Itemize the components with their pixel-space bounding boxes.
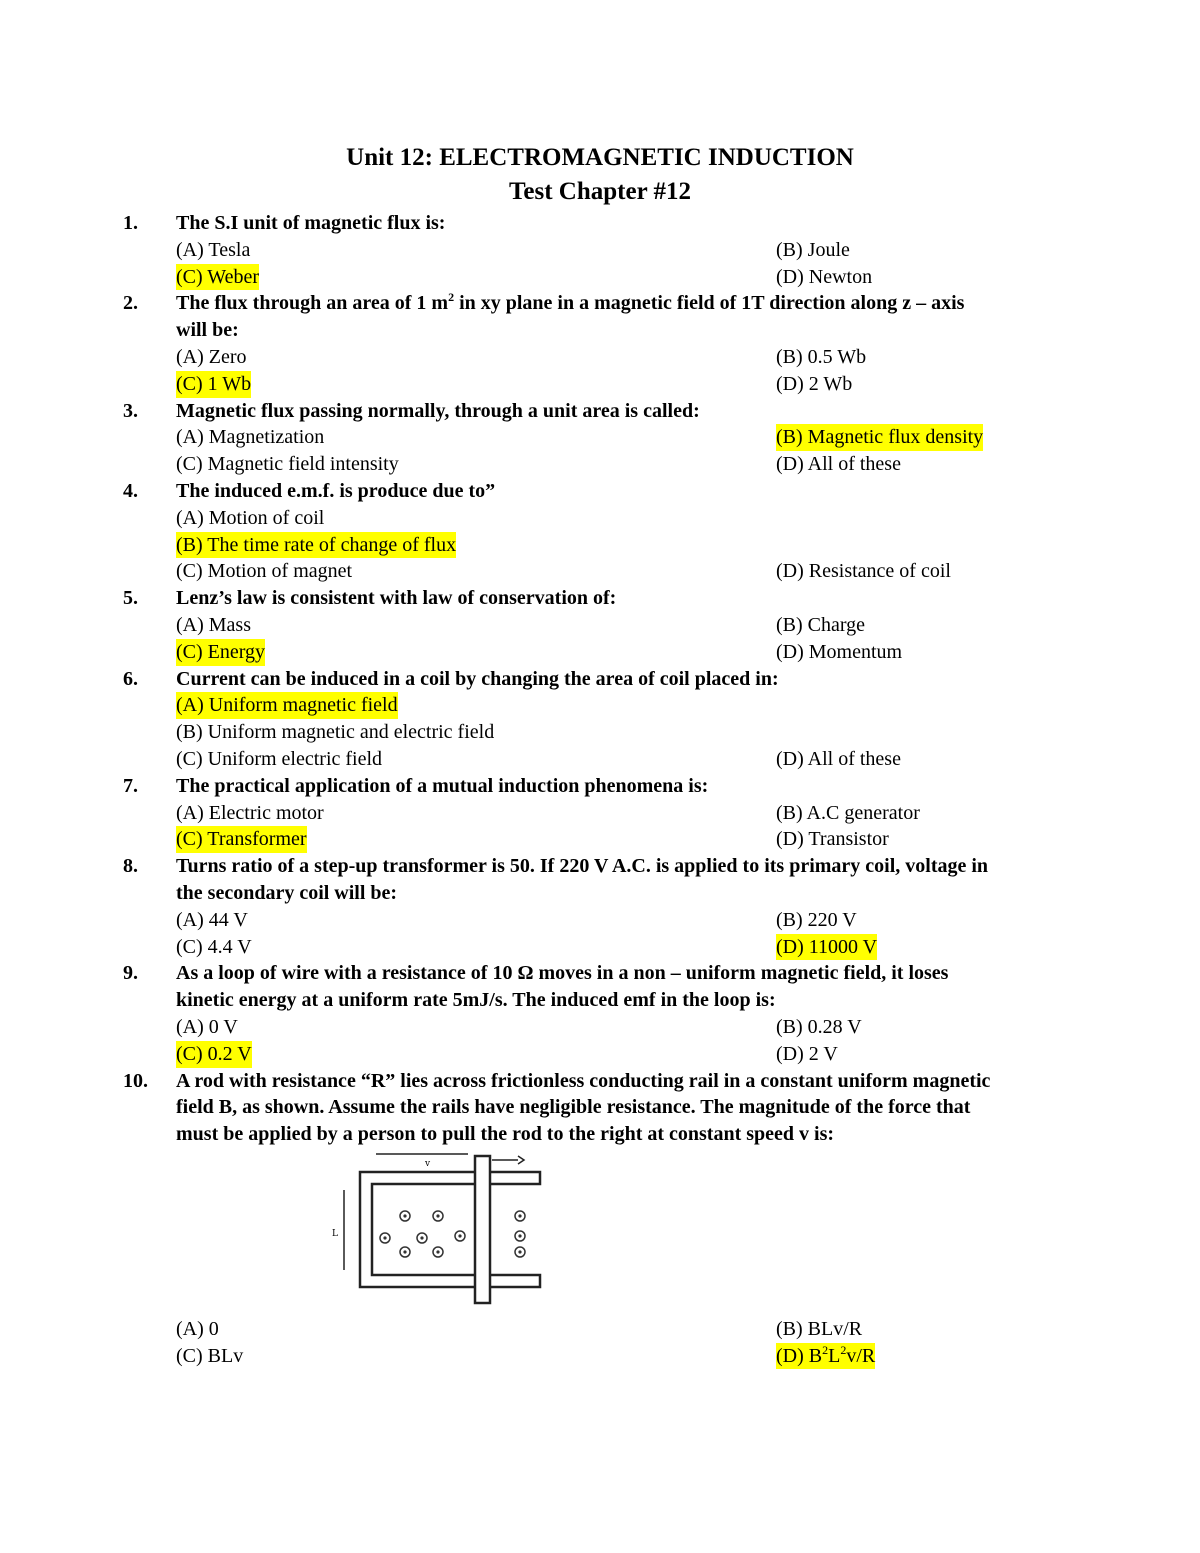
question-line — [0, 210, 1200, 237]
question-line — [0, 773, 1200, 800]
option-b: (B) Uniform magnetic and electric field — [176, 721, 495, 744]
option-b: (B) 220 V — [776, 908, 857, 931]
option-d: (D) 2 Wb — [776, 372, 853, 395]
option-a: (A) Mass — [176, 613, 251, 636]
figure-container — [0, 1148, 1200, 1316]
option-d: (D) All of these — [776, 747, 901, 770]
option-b: (B) BLv/R — [776, 1317, 863, 1340]
option-a: (A) 0 — [176, 1317, 219, 1340]
option-a: (A) Motion of coil — [176, 506, 325, 529]
page-subtitle: Test Chapter #12 — [509, 178, 691, 205]
question-text: kinetic energy at a uniform rate 5mJ/s. The induced emf in the loop is: — [176, 989, 776, 1012]
question-line — [0, 1094, 1200, 1121]
field-out-dot — [403, 1214, 406, 1217]
field-out-dot — [383, 1236, 386, 1239]
question-line — [0, 880, 1200, 907]
option-d: (D) Resistance of coil — [776, 560, 951, 583]
question-number: 9. — [123, 962, 138, 985]
page-header — [0, 142, 1200, 207]
question-4 — [0, 478, 1200, 585]
question-6 — [0, 666, 1200, 773]
option-row — [0, 1041, 1200, 1068]
option-d: (D) Newton — [776, 265, 873, 288]
option-row — [0, 826, 1200, 853]
option-c: (C) Magnetic field intensity — [176, 453, 399, 476]
question-line — [0, 853, 1200, 880]
option-c: (C) BLv — [176, 1344, 244, 1367]
option-row — [0, 558, 1200, 585]
option-a: (A) 0 V — [176, 1015, 238, 1038]
page-title: Unit 12: ELECTROMAGNETIC INDUCTION — [346, 144, 854, 171]
field-out-dot — [403, 1250, 406, 1253]
question-number: 1. — [123, 212, 138, 234]
field-out-dot — [518, 1250, 521, 1253]
question-text: The induced e.m.f. is produce due to” — [176, 479, 496, 502]
question-line — [0, 317, 1200, 344]
question-number: 4. — [123, 479, 138, 502]
lower-rail-extension — [490, 1275, 540, 1287]
velocity-arrowhead — [518, 1156, 524, 1164]
option-row — [0, 934, 1200, 961]
option-b-correct: (B) Magnetic flux density — [776, 424, 983, 451]
option-c-correct: (C) Weber — [176, 264, 259, 291]
option-d: (D) 2 V — [776, 1042, 838, 1065]
rail-rod-figure — [330, 1152, 550, 1312]
question-line — [0, 1121, 1200, 1148]
question-text: Turns ratio of a step-up transformer is 50. If 220 V A.C. is applied to its primary coil, voltage in — [176, 855, 989, 878]
question-text: Magnetic flux passing normally, through a unit area is called: — [176, 399, 700, 422]
option-b: (B) 0.28 V — [776, 1015, 862, 1038]
option-row — [0, 692, 1200, 719]
option-a: (A) Tesla — [176, 238, 251, 261]
question-number: 3. — [123, 399, 138, 422]
option-d-correct: (D) 11000 V — [776, 934, 877, 961]
question-text: the secondary coil will be: — [176, 881, 398, 904]
option-row — [0, 264, 1200, 291]
question-line — [0, 290, 1200, 317]
option-c-correct: (C) 1 Wb — [176, 371, 251, 398]
question-line — [0, 960, 1200, 987]
option-b: (B) Charge — [776, 613, 866, 636]
sliding-rod — [475, 1156, 490, 1303]
option-row — [0, 1343, 1200, 1370]
question-line — [0, 1068, 1200, 1095]
question-number: 7. — [123, 774, 138, 797]
question-list — [0, 210, 1200, 1369]
question-text: must be applied by a person to pull the rod to the right at constant speed v is: — [176, 1123, 835, 1146]
option-row — [0, 371, 1200, 398]
option-b: (B) A.C generator — [776, 801, 920, 824]
option-d: (D) Transistor — [776, 828, 889, 851]
question-1 — [0, 210, 1200, 290]
question-7 — [0, 773, 1200, 853]
field-out-dot — [436, 1250, 439, 1253]
question-line — [0, 585, 1200, 612]
option-b: (B) Joule — [776, 238, 850, 261]
option-row — [0, 237, 1200, 264]
option-a: (A) Zero — [176, 345, 247, 368]
question-2 — [0, 290, 1200, 397]
length-label: L — [332, 1228, 338, 1239]
question-8 — [0, 853, 1200, 960]
option-b-correct: (B) The time rate of change of flux — [176, 532, 456, 559]
question-text: Current can be induced in a coil by changing the area of coil placed in: — [176, 667, 779, 690]
question-number: 5. — [123, 587, 138, 610]
question-9 — [0, 960, 1200, 1067]
question-line — [0, 398, 1200, 425]
question-5 — [0, 585, 1200, 665]
field-out-dot — [420, 1236, 423, 1239]
option-b: (B) 0.5 Wb — [776, 345, 867, 368]
option-row — [0, 451, 1200, 478]
option-a: (A) 44 V — [176, 908, 248, 931]
question-number: 2. — [123, 292, 138, 315]
option-c-correct: (C) 0.2 V — [176, 1041, 252, 1068]
question-line — [0, 478, 1200, 505]
option-row — [0, 907, 1200, 934]
question-text: A rod with resistance “R” lies across frictionless conducting rail in a constant uniform magnetic — [176, 1069, 991, 1092]
option-row — [0, 424, 1200, 451]
question-text: Lenz’s law is consistent with law of conservation of: — [176, 587, 617, 610]
question-text: The flux through an area of 1 $m^2$ in xy plane in a magnetic field of 1T direction along z – axis — [176, 290, 965, 315]
field-out-dot — [458, 1234, 461, 1237]
question-number: 6. — [123, 667, 138, 690]
option-d: (D) Momentum — [776, 640, 903, 663]
question-text: The S.I unit of magnetic flux is: — [176, 212, 446, 234]
velocity-label: v — [425, 1158, 431, 1169]
question-number: 8. — [123, 855, 138, 878]
outer-rail — [360, 1172, 475, 1287]
option-c-correct: (C) Energy — [176, 639, 265, 666]
option-row — [0, 612, 1200, 639]
upper-rail-extension — [490, 1172, 540, 1184]
option-d-correct: (D) $B^2L^2v/R$ — [776, 1343, 875, 1370]
field-out-dot — [436, 1214, 439, 1217]
question-line — [0, 987, 1200, 1014]
option-c: (C) Uniform electric field — [176, 747, 383, 770]
question-number: 10. — [123, 1069, 148, 1092]
option-a: (A) Magnetization — [176, 426, 325, 449]
question-text: will be: — [176, 319, 239, 342]
question-text: field B, as shown. Assume the rails have negligible resistance. The magnitude of the force that — [176, 1096, 971, 1119]
option-a-correct: (A) Uniform magnetic field — [176, 692, 398, 719]
option-row — [0, 800, 1200, 827]
inner-rail — [372, 1184, 475, 1275]
option-d: (D) All of these — [776, 453, 901, 476]
option-row — [0, 1014, 1200, 1041]
option-a: (A) Electric motor — [176, 801, 324, 824]
option-row — [0, 532, 1200, 559]
question-10 — [0, 1068, 1200, 1370]
option-row — [0, 344, 1200, 371]
question-line — [0, 666, 1200, 693]
question-3 — [0, 398, 1200, 478]
option-row — [0, 505, 1200, 532]
field-out-dot — [518, 1214, 521, 1217]
option-row — [0, 719, 1200, 746]
question-text: The practical application of a mutual induction phenomena is: — [176, 774, 709, 797]
option-row — [0, 1316, 1200, 1343]
option-row — [0, 639, 1200, 666]
option-c-correct: (C) Transformer — [176, 826, 307, 853]
option-row — [0, 746, 1200, 773]
question-text: As a loop of wire with a resistance of 10 Ω moves in a non – uniform magnetic field, it loses — [176, 962, 949, 985]
field-out-dot — [518, 1234, 521, 1237]
option-c: (C) 4.4 V — [176, 935, 252, 958]
option-c: (C) Motion of magnet — [176, 560, 353, 583]
